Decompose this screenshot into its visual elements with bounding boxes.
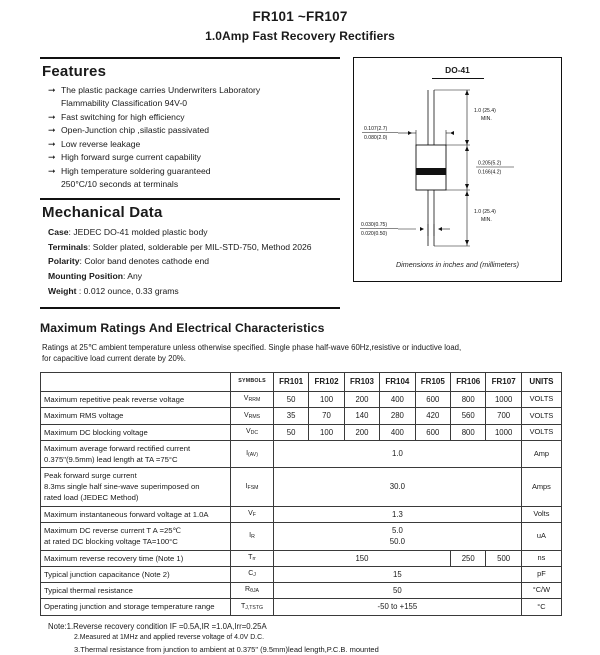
row-value: 200 — [344, 424, 379, 440]
table-row — [41, 599, 562, 615]
row-parameter: Typical junction capacitance (Note 2) — [41, 566, 231, 582]
row-value: 50 — [273, 391, 308, 407]
bullet-arrow-icon: ➞ — [48, 111, 56, 125]
row-value: 400 — [380, 391, 415, 407]
row-parameter: Maximum RMS voltage — [41, 408, 231, 424]
mech-value: 0.012 ounce, 0.33 grams — [84, 286, 179, 296]
ratings-heading: Maximum Ratings And Electrical Characteristics — [40, 321, 562, 335]
row-value: 100 — [309, 424, 344, 440]
list-item — [48, 240, 340, 255]
row-value: 700 — [486, 408, 521, 424]
dim-lead-dia-leaders — [398, 224, 450, 236]
ratings-conditions — [40, 342, 562, 365]
bullet-arrow-icon: ➞ — [48, 84, 56, 98]
row-value: 800 — [451, 391, 486, 407]
row-value: 1000 — [486, 424, 521, 440]
list-item — [48, 138, 340, 151]
ratings-section — [40, 321, 562, 616]
row-parameter-line3: rated load (JEDEC Method) — [44, 492, 227, 503]
list-item — [48, 225, 340, 240]
row-parameter: Maximum repetitive peak reverse voltage — [41, 391, 231, 407]
bullet-arrow-icon: ➞ — [48, 124, 56, 138]
dim-lead-top-lower: MIN. — [481, 116, 492, 122]
row-symbol — [231, 408, 274, 424]
page-subtitle: 1.0Amp Fast Recovery Rectifiers — [0, 29, 600, 43]
sym-sub: RMS — [249, 414, 261, 420]
sym-base: I — [246, 483, 248, 490]
sym-sub: RRM — [248, 397, 260, 403]
mech-label: Case — [48, 227, 69, 237]
feature-text: Low reverse leakage — [61, 139, 140, 149]
table-row — [41, 522, 562, 550]
row-value: 50 — [273, 424, 308, 440]
dim-body-length-lower: 0.166(4.2) — [478, 169, 502, 175]
sym-base: V — [244, 412, 249, 419]
package-name-label: DO-41 — [354, 65, 561, 75]
dim-body-length-leaders — [446, 145, 470, 190]
row-symbol — [231, 391, 274, 407]
list-item — [48, 254, 340, 269]
footnote-1: Note:1.Reverse recovery condition IF =0.5A,IR =1.0A,Irr=0.25A — [48, 621, 562, 633]
cathode-band — [416, 168, 446, 175]
row-value: 70 — [309, 408, 344, 424]
col-fr104: FR104 — [380, 373, 415, 392]
row-value-line1: 5.0 — [277, 525, 518, 536]
row-symbol — [231, 566, 274, 582]
sym-base: V — [248, 510, 253, 517]
mechanical-data-list — [40, 225, 340, 299]
row-value-span: 30.0 — [273, 468, 521, 506]
list-item — [48, 124, 340, 137]
row-parameter-line1: Maximum DC reverse current T A =25℃ — [44, 525, 227, 536]
table-row — [41, 424, 562, 440]
sym-sub: F — [253, 512, 256, 518]
package-diagram — [353, 57, 562, 282]
row-units: uA — [521, 522, 561, 550]
table-row — [41, 408, 562, 424]
table-row — [41, 550, 562, 566]
row-units: °C/W — [521, 583, 561, 599]
dim-lead-dia-upper: 0.030(0.75) — [361, 222, 387, 228]
table-row — [41, 506, 562, 522]
row-parameter — [41, 468, 231, 506]
row-units: ns — [521, 550, 561, 566]
features-list — [40, 84, 340, 191]
footnotes — [48, 621, 562, 655]
list-item — [48, 111, 340, 124]
feature-text: Open-Junction chip ,silastic passivated — [61, 125, 209, 135]
table-row — [41, 583, 562, 599]
feature-text: High temperature soldering guaranteed — [61, 166, 211, 176]
row-parameter: Maximum DC blocking voltage — [41, 424, 231, 440]
sym-sub: θJA — [250, 589, 259, 595]
row-value: 200 — [344, 391, 379, 407]
dim-lead-top-upper: 1.0 (25.4) — [474, 108, 496, 114]
mech-value: JEDEC DO-41 molded plastic body — [73, 227, 207, 237]
sym-base: I — [246, 450, 248, 457]
mech-label: Polarity — [48, 256, 80, 266]
row-value-span: 50 — [273, 583, 521, 599]
row-parameter: Maximum instantaneous forward voltage at 1.0A — [41, 506, 231, 522]
sym-base: T — [241, 603, 245, 610]
row-units: Amps — [521, 468, 561, 506]
row-symbol — [231, 424, 274, 440]
mech-label: Weight — [48, 286, 76, 296]
sym-sub: (AV) — [248, 452, 258, 458]
left-column — [40, 57, 340, 309]
row-symbol — [231, 583, 274, 599]
dim-body-width-leaders — [398, 130, 450, 146]
row-parameter: Typical thermal resistance — [41, 583, 231, 599]
footnote-2: 2.Measured at 1MHz and applied reverse voltage of 4.0V D.C. — [48, 633, 562, 644]
row-value: 560 — [451, 408, 486, 424]
table-row — [41, 468, 562, 506]
list-item — [48, 284, 340, 299]
dimensions-footnote: Dimensions in inches and (millimeters) — [354, 260, 561, 269]
sym-sub: J,TSTG — [245, 605, 263, 611]
mech-sep: : — [69, 227, 74, 237]
row-symbol — [231, 468, 274, 506]
footnote-3: 3.Thermal resistance from junction to ambient at 0.375" (9.5mm)lead length,P.C.B. mounted — [48, 644, 562, 655]
feature-text: Fast switching for high efficiency — [61, 112, 185, 122]
sym-sub: R — [251, 534, 255, 540]
row-parameter-line1: Peak forward surge current — [44, 470, 227, 481]
row-value: 100 — [309, 391, 344, 407]
mech-sep: : — [88, 242, 93, 252]
mech-sep: : — [76, 286, 83, 296]
row-value-fr106: 250 — [451, 550, 486, 566]
page-title: FR101 ~FR107 — [0, 9, 600, 26]
row-value: 1000 — [486, 391, 521, 407]
col-parameter — [41, 373, 231, 392]
mech-value: Solder plated, solderable per MIL-STD-750, Method 2026 — [93, 242, 312, 252]
row-symbol — [231, 550, 274, 566]
row-units: Volts — [521, 506, 561, 522]
sym-base: V — [244, 395, 249, 402]
row-symbol — [231, 506, 274, 522]
list-item — [48, 84, 340, 110]
dim-lead-top-leaders — [434, 90, 470, 145]
sym-base: T — [248, 554, 252, 561]
col-fr107: FR107 — [486, 373, 521, 392]
features-heading: Features — [42, 63, 340, 80]
sym-sub: J — [253, 572, 256, 578]
dim-body-length-upper: 0.205(5.2) — [478, 160, 502, 166]
row-units: °C — [521, 599, 561, 615]
feature-text-cont: Flammability Classification 94V-0 — [61, 97, 340, 110]
sym-base: R — [245, 586, 250, 593]
row-value-line2: 50.0 — [277, 536, 518, 547]
row-value: 600 — [415, 424, 450, 440]
sym-sub: FSM — [248, 485, 259, 491]
table-row — [41, 566, 562, 582]
table-row — [41, 391, 562, 407]
sym-base: V — [246, 428, 251, 435]
specifications-table — [40, 372, 562, 615]
mechanical-bottom-rule — [40, 307, 340, 309]
row-value-span: -50 to +155 — [273, 599, 521, 615]
col-units: UNITS — [521, 373, 561, 392]
row-value: 400 — [380, 424, 415, 440]
document-header — [0, 0, 600, 43]
list-item — [48, 269, 340, 284]
sym-base: C — [248, 570, 253, 577]
row-units: Amp — [521, 440, 561, 467]
dim-lead-bottom-leaders — [434, 190, 470, 246]
feature-text-cont: 250°C/10 seconds at terminals — [61, 178, 340, 191]
mech-label: Terminals — [48, 242, 88, 252]
row-symbol — [231, 522, 274, 550]
features-top-rule — [40, 57, 340, 59]
ratings-conditions-line1: Ratings at 25℃ ambient temperature unless otherwise specified. Single phase half-wave 60Hz,resistive or inductive load, — [42, 343, 461, 352]
row-parameter-line1: Maximum average forward rectified current — [44, 443, 227, 454]
row-value-span: 15 — [273, 566, 521, 582]
row-value: 140 — [344, 408, 379, 424]
mech-value: Color band denotes cathode end — [84, 256, 209, 266]
row-units: pF — [521, 566, 561, 582]
package-name-underline — [432, 78, 484, 79]
col-fr103: FR103 — [344, 373, 379, 392]
row-value-span: 1.0 — [273, 440, 521, 467]
table-header-row — [41, 373, 562, 392]
col-fr102: FR102 — [309, 373, 344, 392]
row-parameter-line2: 8.3ms single half sine-wave superimposed on — [44, 481, 227, 492]
col-fr106: FR106 — [451, 373, 486, 392]
bullet-arrow-icon: ➞ — [48, 151, 56, 165]
row-value: 280 — [380, 408, 415, 424]
dim-lead-dia-lower: 0.020(0.50) — [361, 231, 387, 237]
upper-section — [40, 57, 562, 309]
mech-label: Mounting Position — [48, 271, 123, 281]
row-value-span — [273, 522, 521, 550]
row-value-span: 1.3 — [273, 506, 521, 522]
do41-outline-drawing — [354, 80, 563, 255]
col-fr101: FR101 — [273, 373, 308, 392]
row-parameter — [41, 440, 231, 467]
ratings-conditions-line2: for capacitive load current derate by 20%. — [42, 354, 186, 363]
dim-lead-bottom-upper: 1.0 (25.4) — [474, 209, 496, 215]
row-value-span-150: 150 — [273, 550, 450, 566]
mech-sep: : — [123, 271, 127, 281]
row-units: VOLTS — [521, 391, 561, 407]
row-value: 800 — [451, 424, 486, 440]
feature-text: High forward surge current capability — [61, 152, 201, 162]
list-item — [48, 151, 340, 164]
row-parameter — [41, 522, 231, 550]
sym-sub: rr — [252, 556, 255, 562]
row-value: 420 — [415, 408, 450, 424]
col-fr105: FR105 — [415, 373, 450, 392]
sym-base: I — [249, 532, 251, 539]
mech-sep: : — [80, 256, 85, 266]
dim-body-width-lower: 0.080(2.0) — [364, 135, 388, 141]
row-parameter: Maximum reverse recovery time (Note 1) — [41, 550, 231, 566]
row-parameter-line2: 0.375"(9.5mm) lead length at TA =75°C — [44, 454, 227, 465]
row-parameter-line2: at rated DC blocking voltage TA=100°C — [44, 536, 227, 547]
list-item — [48, 165, 340, 191]
mechanical-top-rule — [40, 198, 340, 200]
row-value: 35 — [273, 408, 308, 424]
dim-body-width-upper: 0.107(2.7) — [364, 126, 388, 132]
row-parameter: Operating junction and storage temperature range — [41, 599, 231, 615]
mechanical-heading: Mechanical Data — [42, 204, 340, 221]
row-value: 600 — [415, 391, 450, 407]
bullet-arrow-icon: ➞ — [48, 138, 56, 152]
mech-value: Any — [127, 271, 142, 281]
table-row — [41, 440, 562, 467]
col-symbols: SYMBOLS — [231, 373, 274, 392]
row-units: VOLTS — [521, 408, 561, 424]
sym-sub: DC — [251, 430, 258, 436]
feature-text: The plastic package carries Underwriters Laboratory — [61, 85, 260, 95]
dim-lead-bottom-lower: MIN. — [481, 217, 492, 223]
row-symbol — [231, 599, 274, 615]
row-units: VOLTS — [521, 424, 561, 440]
row-value-fr107: 500 — [486, 550, 521, 566]
row-symbol — [231, 440, 274, 467]
bullet-arrow-icon: ➞ — [48, 165, 56, 179]
